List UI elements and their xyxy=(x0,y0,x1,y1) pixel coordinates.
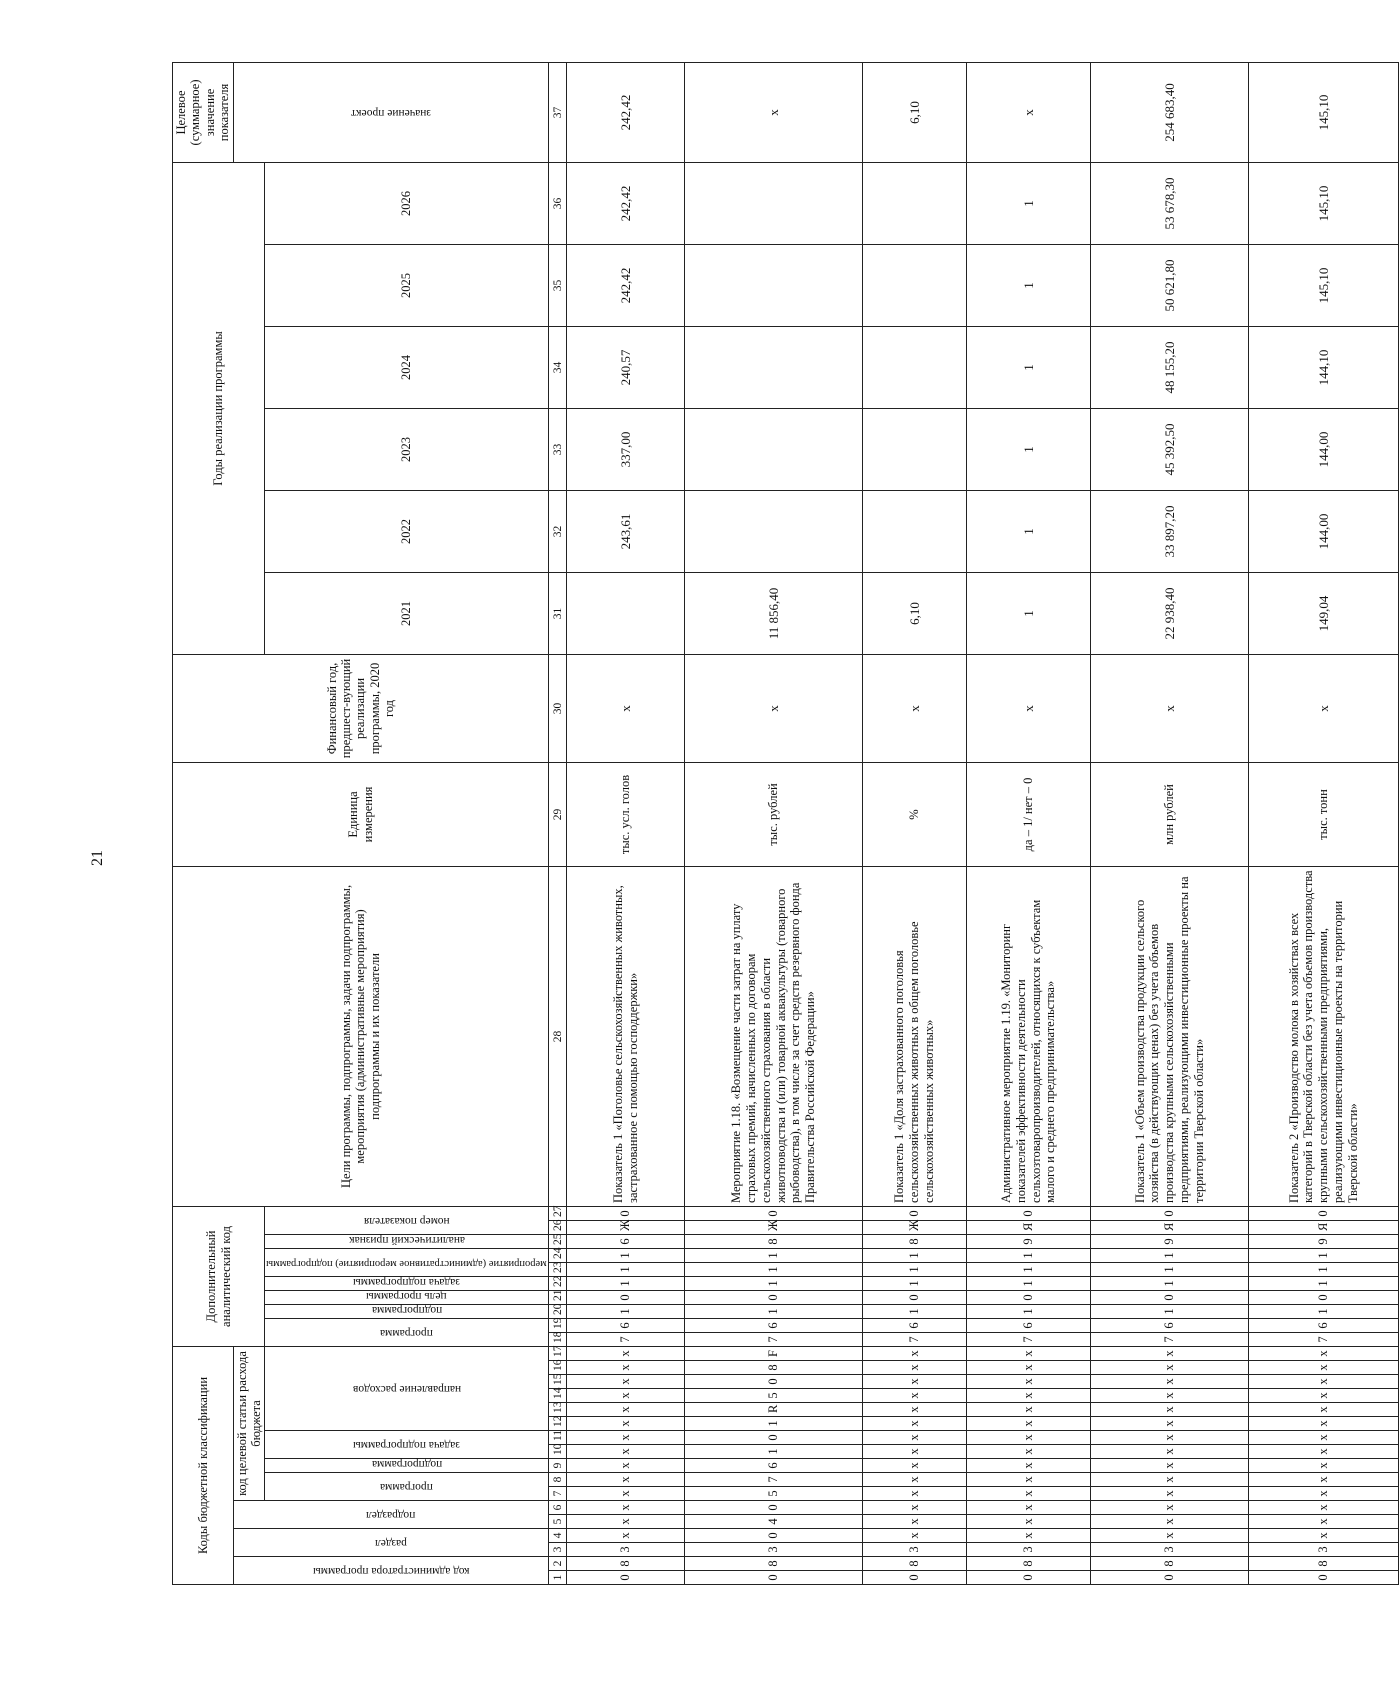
column-number: 18 xyxy=(549,1332,567,1346)
column-index-row xyxy=(549,62,567,1584)
code-cell: x xyxy=(863,1529,967,1543)
table-row xyxy=(1249,62,1399,1584)
code-cell: x xyxy=(1091,1389,1249,1403)
code-cell: 9 xyxy=(1249,1234,1399,1248)
column-number: 2 xyxy=(549,1557,567,1571)
code-cell: x xyxy=(967,1346,1091,1360)
code-cell: 0 xyxy=(685,1375,863,1389)
code-cell: 0 xyxy=(685,1529,863,1543)
code-cell: Я xyxy=(967,1220,1091,1234)
year-value-cell: 11 856,40 xyxy=(685,572,863,654)
code-cell: 1 xyxy=(567,1276,685,1290)
code-cell: 3 xyxy=(1091,1543,1249,1557)
column-number: 4 xyxy=(549,1529,567,1543)
ac-task-header: задача подпрограммы xyxy=(265,1276,549,1290)
code-cell: x xyxy=(1091,1487,1249,1501)
target-value-cell: 145,10 xyxy=(1249,62,1399,162)
code-cell: 8 xyxy=(863,1234,967,1248)
column-number: 13 xyxy=(549,1403,567,1417)
fin-year-header: Финансовый год, предшест-вующий реализации программы, 2020 год xyxy=(173,654,549,762)
column-number: 3 xyxy=(549,1543,567,1557)
code-cell: 0 xyxy=(1091,1571,1249,1585)
column-number: 17 xyxy=(549,1346,567,1360)
code-cell: x xyxy=(1249,1459,1399,1473)
code-cell: x xyxy=(1091,1431,1249,1445)
target-header: Целевое (суммарное) значение показателя xyxy=(173,62,234,162)
year-value-cell xyxy=(863,326,967,408)
code-cell: 6 xyxy=(567,1318,685,1332)
code-cell: x xyxy=(967,1459,1091,1473)
program-header: программа xyxy=(265,1473,549,1501)
indicator-description: Мероприятие 1.18. «Возмещение части затрат на уплату страховых премий, начисленных по договорам сельскохозяйственного страхования в области животноводства и (или) товарной аквакультуры (товарного рыбоводства), в том числе за счет средств резервного фонда Правительства Российской Федерации» xyxy=(685,866,863,1206)
code-cell: x xyxy=(967,1361,1091,1375)
column-number: 36 xyxy=(549,162,567,244)
code-cell: 8 xyxy=(685,1361,863,1375)
year-value-cell: 144,00 xyxy=(1249,408,1399,490)
code-cell: x xyxy=(967,1403,1091,1417)
indicator-description: Административное мероприятие 1.19. «Мониторинг показателей эффективности деятельности сельхозтоваропроизводителей, относящихся к субъектам малого и среднего предпринимательства» xyxy=(967,866,1091,1206)
code-cell: x xyxy=(863,1487,967,1501)
code-cell: 1 xyxy=(685,1248,863,1262)
direction-header: направление расходов xyxy=(265,1346,549,1430)
code-cell: 0 xyxy=(863,1206,967,1220)
code-cell: 0 xyxy=(685,1571,863,1585)
code-cell: 8 xyxy=(863,1557,967,1571)
code-cell: 7 xyxy=(1091,1332,1249,1346)
target-value-cell: 242,42 xyxy=(567,62,685,162)
rotated-table-container xyxy=(172,79,1360,1585)
code-cell: x xyxy=(863,1346,967,1360)
unit-cell: % xyxy=(863,762,967,866)
column-number: 30 xyxy=(549,654,567,762)
code-cell: 1 xyxy=(863,1304,967,1318)
code-cell: x xyxy=(1091,1501,1249,1515)
column-number: 11 xyxy=(549,1431,567,1445)
code-cell: x xyxy=(1091,1346,1249,1360)
year-2025-header: 2025 xyxy=(265,244,549,326)
code-cell: x xyxy=(1091,1459,1249,1473)
fin-year-cell: x xyxy=(863,654,967,762)
code-cell: x xyxy=(863,1417,967,1431)
code-cell: 7 xyxy=(863,1332,967,1346)
code-cell: x xyxy=(567,1529,685,1543)
code-cell: x xyxy=(967,1473,1091,1487)
year-value-cell xyxy=(685,490,863,572)
column-number: 35 xyxy=(549,244,567,326)
code-cell: 7 xyxy=(685,1473,863,1487)
column-number: 6 xyxy=(549,1501,567,1515)
code-cell: F xyxy=(685,1346,863,1360)
code-cell: 1 xyxy=(1249,1248,1399,1262)
year-value-cell: 1 xyxy=(967,162,1091,244)
code-cell: x xyxy=(1249,1375,1399,1389)
table-row xyxy=(567,62,685,1584)
target-article-header: код целевой статьи расхода бюджета xyxy=(233,1346,265,1500)
code-cell: x xyxy=(967,1445,1091,1459)
year-value-cell: 149,04 xyxy=(1249,572,1399,654)
code-cell: x xyxy=(1249,1473,1399,1487)
code-cell: 3 xyxy=(685,1543,863,1557)
code-cell: 7 xyxy=(685,1332,863,1346)
column-number: 37 xyxy=(549,62,567,162)
code-cell: x xyxy=(567,1403,685,1417)
subsection-header: подраздел xyxy=(233,1501,549,1529)
code-cell: 3 xyxy=(863,1543,967,1557)
column-number: 24 xyxy=(549,1248,567,1262)
year-value-cell: 240,57 xyxy=(567,326,685,408)
code-cell: x xyxy=(1249,1431,1399,1445)
column-number: 29 xyxy=(549,762,567,866)
unit-cell: тыс. рублей xyxy=(685,762,863,866)
code-cell: 1 xyxy=(685,1445,863,1459)
code-cell: 0 xyxy=(1091,1206,1249,1220)
year-value-cell: 1 xyxy=(967,572,1091,654)
code-cell: 6 xyxy=(863,1318,967,1332)
year-value-cell: 1 xyxy=(967,490,1091,572)
code-cell: 0 xyxy=(567,1571,685,1585)
code-cell: x xyxy=(1249,1403,1399,1417)
code-cell: 0 xyxy=(1091,1290,1249,1304)
code-cell: x xyxy=(567,1459,685,1473)
year-value-cell xyxy=(863,408,967,490)
column-number: 12 xyxy=(549,1417,567,1431)
ac-goal-header: цель программы xyxy=(265,1290,549,1304)
column-number: 15 xyxy=(549,1375,567,1389)
code-cell: 3 xyxy=(967,1543,1091,1557)
indicator-description: Показатель 1 «Доля застрахованного поголовья сельскохозяйственных животных в общем поголовье сельскохозяйственных животных» xyxy=(863,866,967,1206)
indicator-description: Показатель 1 «Поголовье сельскохозяйственных животных, застрахованное с помощью господдержки» xyxy=(567,866,685,1206)
target-value-cell: 254 683,40 xyxy=(1091,62,1249,162)
code-cell: x xyxy=(863,1389,967,1403)
code-cell: x xyxy=(1249,1361,1399,1375)
fin-year-cell: x xyxy=(967,654,1091,762)
code-cell: 6 xyxy=(685,1459,863,1473)
code-cell: 9 xyxy=(1091,1234,1249,1248)
code-cell: x xyxy=(967,1389,1091,1403)
code-cell: 7 xyxy=(967,1332,1091,1346)
code-cell: 1 xyxy=(1249,1276,1399,1290)
code-cell: Ж xyxy=(685,1220,863,1234)
code-cell: x xyxy=(1249,1346,1399,1360)
code-cell: x xyxy=(1249,1529,1399,1543)
year-value-cell: 145,10 xyxy=(1249,244,1399,326)
column-number: 7 xyxy=(549,1487,567,1501)
ac-sign-header: аналитический признак xyxy=(265,1234,549,1248)
code-cell: 0 xyxy=(967,1290,1091,1304)
column-number: 20 xyxy=(549,1304,567,1318)
code-cell: 9 xyxy=(967,1234,1091,1248)
code-cell: 1 xyxy=(967,1262,1091,1276)
target-value-cell: 6,10 xyxy=(863,62,967,162)
unit-cell: да – 1/ нет – 0 xyxy=(967,762,1091,866)
column-number: 34 xyxy=(549,326,567,408)
year-value-cell: 144,10 xyxy=(1249,326,1399,408)
subprogram-header: подпрограмма xyxy=(265,1459,549,1473)
code-cell: x xyxy=(1091,1473,1249,1487)
column-number: 19 xyxy=(549,1318,567,1332)
code-cell: 1 xyxy=(863,1262,967,1276)
code-cell: 0 xyxy=(567,1290,685,1304)
code-cell: 0 xyxy=(1249,1206,1399,1220)
code-cell: x xyxy=(567,1375,685,1389)
unit-cell: тыс. усл. голов xyxy=(567,762,685,866)
ac-indicator-header: номер показателя xyxy=(265,1206,549,1234)
unit-cell: млн рублей xyxy=(1091,762,1249,866)
code-cell: x xyxy=(567,1389,685,1403)
target-sub-header: значение проект xyxy=(233,62,549,162)
code-cell: 0 xyxy=(1249,1571,1399,1585)
code-cell: x xyxy=(567,1346,685,1360)
page-number: 21 xyxy=(89,850,106,866)
code-cell: x xyxy=(863,1361,967,1375)
task-header: задача подпрограммы xyxy=(265,1431,549,1459)
year-value-cell: 145,10 xyxy=(1249,162,1399,244)
code-cell: x xyxy=(967,1375,1091,1389)
year-value-cell: 144,00 xyxy=(1249,490,1399,572)
code-cell: 0 xyxy=(685,1501,863,1515)
year-value-cell xyxy=(685,162,863,244)
unit-header: Единица измерения xyxy=(173,762,549,866)
ac-subprogram-header: подпрограмма xyxy=(265,1304,549,1318)
code-cell: x xyxy=(1091,1361,1249,1375)
column-number: 33 xyxy=(549,408,567,490)
column-number: 27 xyxy=(549,1206,567,1220)
code-cell: x xyxy=(1249,1445,1399,1459)
code-cell: R xyxy=(685,1403,863,1417)
column-number: 25 xyxy=(549,1234,567,1248)
code-cell: x xyxy=(1249,1501,1399,1515)
table-row xyxy=(1091,62,1249,1584)
code-cell: 8 xyxy=(1249,1557,1399,1571)
code-cell: x xyxy=(863,1431,967,1445)
code-cell: 1 xyxy=(567,1262,685,1276)
code-cell: 1 xyxy=(967,1248,1091,1262)
code-cell: x xyxy=(863,1445,967,1459)
code-cell: x xyxy=(567,1417,685,1431)
code-cell: x xyxy=(967,1515,1091,1529)
year-value-cell: 1 xyxy=(967,408,1091,490)
year-value-cell xyxy=(863,162,967,244)
year-value-cell xyxy=(685,408,863,490)
column-number: 14 xyxy=(549,1389,567,1403)
column-number: 9 xyxy=(549,1459,567,1473)
code-cell: x xyxy=(1091,1445,1249,1459)
code-cell: x xyxy=(967,1501,1091,1515)
indicator-description: Показатель 2 «Производство молока в хозяйствах всех категорий в Тверской области без учета объемов производства крупными сельскохозяйственными предприятиями, реализующими инвестиционные проекты на территории Тверской области» xyxy=(1249,866,1399,1206)
year-value-cell xyxy=(863,244,967,326)
fin-year-cell: x xyxy=(1091,654,1249,762)
code-cell: 0 xyxy=(685,1431,863,1445)
column-number: 22 xyxy=(549,1276,567,1290)
code-cell: 5 xyxy=(685,1487,863,1501)
code-cell: 1 xyxy=(967,1304,1091,1318)
year-value-cell: 53 678,30 xyxy=(1091,162,1249,244)
code-cell: 6 xyxy=(567,1234,685,1248)
code-cell: 6 xyxy=(967,1318,1091,1332)
fin-year-cell: x xyxy=(685,654,863,762)
code-cell: 6 xyxy=(1091,1318,1249,1332)
code-cell: x xyxy=(1091,1417,1249,1431)
code-cell: x xyxy=(567,1487,685,1501)
code-cell: x xyxy=(863,1473,967,1487)
code-cell: x xyxy=(1249,1515,1399,1529)
code-cell: 6 xyxy=(685,1318,863,1332)
code-cell: Ж xyxy=(863,1220,967,1234)
code-cell: 1 xyxy=(1091,1276,1249,1290)
code-cell: x xyxy=(1091,1529,1249,1543)
code-cell: 8 xyxy=(967,1557,1091,1571)
fin-year-cell: x xyxy=(1249,654,1399,762)
code-cell: x xyxy=(1091,1403,1249,1417)
code-cell: 1 xyxy=(863,1276,967,1290)
ac-measure-header: мероприятие (административное мероприятие) подпрограммы xyxy=(265,1248,549,1276)
year-2026-header: 2026 xyxy=(265,162,549,244)
goals-header: Цели программы, подпрограммы, задачи подпрограммы, мероприятия (административные мероприятия) подпрограммы и их показатели xyxy=(173,866,549,1206)
code-cell: 3 xyxy=(1249,1543,1399,1557)
table-row xyxy=(863,62,967,1584)
code-cell: 0 xyxy=(685,1290,863,1304)
column-number: 21 xyxy=(549,1290,567,1304)
code-cell: 1 xyxy=(685,1262,863,1276)
year-value-cell: 33 897,20 xyxy=(1091,490,1249,572)
year-value-cell: 1 xyxy=(967,244,1091,326)
code-cell: x xyxy=(863,1375,967,1389)
code-cell: 8 xyxy=(685,1557,863,1571)
code-cell: x xyxy=(863,1501,967,1515)
year-2022-header: 2022 xyxy=(265,490,549,572)
code-cell: 1 xyxy=(685,1304,863,1318)
code-cell: 0 xyxy=(863,1571,967,1585)
unit-cell: тыс. тонн xyxy=(1249,762,1399,866)
admin-code-header: код администратора программы xyxy=(233,1557,549,1585)
year-value-cell: 22 938,40 xyxy=(1091,572,1249,654)
ac-program-header: программа xyxy=(265,1318,549,1346)
table-row xyxy=(685,62,863,1584)
column-number: 16 xyxy=(549,1361,567,1375)
year-2021-header: 2021 xyxy=(265,572,549,654)
code-cell: x xyxy=(567,1473,685,1487)
code-cell: 0 xyxy=(863,1290,967,1304)
column-number: 26 xyxy=(549,1220,567,1234)
code-cell: 0 xyxy=(967,1206,1091,1220)
code-cell: x xyxy=(863,1459,967,1473)
program-indicators-table xyxy=(172,62,1399,1585)
code-cell: x xyxy=(567,1445,685,1459)
code-cell: 7 xyxy=(567,1332,685,1346)
year-value-cell xyxy=(685,244,863,326)
code-cell: x xyxy=(567,1361,685,1375)
code-cell: 0 xyxy=(567,1206,685,1220)
code-cell: 1 xyxy=(1091,1262,1249,1276)
year-value-cell: 242,42 xyxy=(567,244,685,326)
code-cell: 7 xyxy=(1249,1332,1399,1346)
year-value-cell: 243,61 xyxy=(567,490,685,572)
code-cell: 1 xyxy=(1091,1304,1249,1318)
code-cell: x xyxy=(1249,1417,1399,1431)
year-value-cell: 337,00 xyxy=(567,408,685,490)
column-number: 1 xyxy=(549,1571,567,1585)
code-cell: 1 xyxy=(567,1304,685,1318)
code-cell: x xyxy=(1249,1389,1399,1403)
target-value-cell: x xyxy=(967,62,1091,162)
column-number: 28 xyxy=(549,866,567,1206)
fin-year-cell: x xyxy=(567,654,685,762)
code-cell: 1 xyxy=(967,1276,1091,1290)
code-cell: x xyxy=(967,1529,1091,1543)
code-cell: Ж xyxy=(567,1220,685,1234)
column-number: 32 xyxy=(549,490,567,572)
code-cell: 5 xyxy=(685,1389,863,1403)
code-cell: 1 xyxy=(863,1248,967,1262)
years-header: Годы реализации программы xyxy=(173,162,265,654)
code-cell: x xyxy=(567,1431,685,1445)
code-cell: 0 xyxy=(967,1571,1091,1585)
code-cell: x xyxy=(1091,1515,1249,1529)
column-number: 23 xyxy=(549,1262,567,1276)
code-cell: 4 xyxy=(685,1515,863,1529)
code-cell: x xyxy=(967,1487,1091,1501)
code-cell: 8 xyxy=(567,1557,685,1571)
table-row xyxy=(967,62,1091,1584)
code-cell: 0 xyxy=(1249,1290,1399,1304)
indicator-description: Показатель 1 «Объем производства продукции сельского хозяйства (в действующих ценах) без учета объемов производства крупными сельскохозяйственными предприятиями, реализующими инвестиционные проекты на территории Тверской области» xyxy=(1091,866,1249,1206)
year-value-cell: 45 392,50 xyxy=(1091,408,1249,490)
year-value-cell: 242,42 xyxy=(567,162,685,244)
code-cell: 8 xyxy=(685,1234,863,1248)
year-2024-header: 2024 xyxy=(265,326,549,408)
code-cell: x xyxy=(967,1417,1091,1431)
column-number: 10 xyxy=(549,1445,567,1459)
code-cell: x xyxy=(967,1431,1091,1445)
column-number: 8 xyxy=(549,1473,567,1487)
code-cell: 1 xyxy=(1091,1248,1249,1262)
code-cell: Я xyxy=(1091,1220,1249,1234)
column-number: 5 xyxy=(549,1515,567,1529)
code-cell: 1 xyxy=(1249,1262,1399,1276)
code-cell: 1 xyxy=(685,1417,863,1431)
code-cell: 1 xyxy=(685,1276,863,1290)
budget-codes-header: Коды бюджетной классификации xyxy=(173,1346,234,1584)
code-cell: x xyxy=(567,1515,685,1529)
year-value-cell: 50 621,80 xyxy=(1091,244,1249,326)
code-cell: x xyxy=(1091,1375,1249,1389)
additional-code-header: Дополнительный аналитический код xyxy=(173,1206,265,1346)
section-header: раздел xyxy=(233,1529,549,1557)
year-value-cell xyxy=(685,326,863,408)
column-number: 31 xyxy=(549,572,567,654)
code-cell: x xyxy=(567,1501,685,1515)
year-value-cell: 1 xyxy=(967,326,1091,408)
code-cell: 8 xyxy=(1091,1557,1249,1571)
year-2023-header: 2023 xyxy=(265,408,549,490)
target-value-cell: x xyxy=(685,62,863,162)
code-cell: 1 xyxy=(1249,1304,1399,1318)
code-cell: x xyxy=(863,1403,967,1417)
year-value-cell xyxy=(863,490,967,572)
year-value-cell xyxy=(567,572,685,654)
code-cell: 6 xyxy=(1249,1318,1399,1332)
year-value-cell: 6,10 xyxy=(863,572,967,654)
code-cell: 0 xyxy=(685,1206,863,1220)
code-cell: x xyxy=(863,1515,967,1529)
year-value-cell: 48 155,20 xyxy=(1091,326,1249,408)
code-cell: 1 xyxy=(567,1248,685,1262)
code-cell: 3 xyxy=(567,1543,685,1557)
code-cell: Я xyxy=(1249,1220,1399,1234)
code-cell: x xyxy=(1249,1487,1399,1501)
